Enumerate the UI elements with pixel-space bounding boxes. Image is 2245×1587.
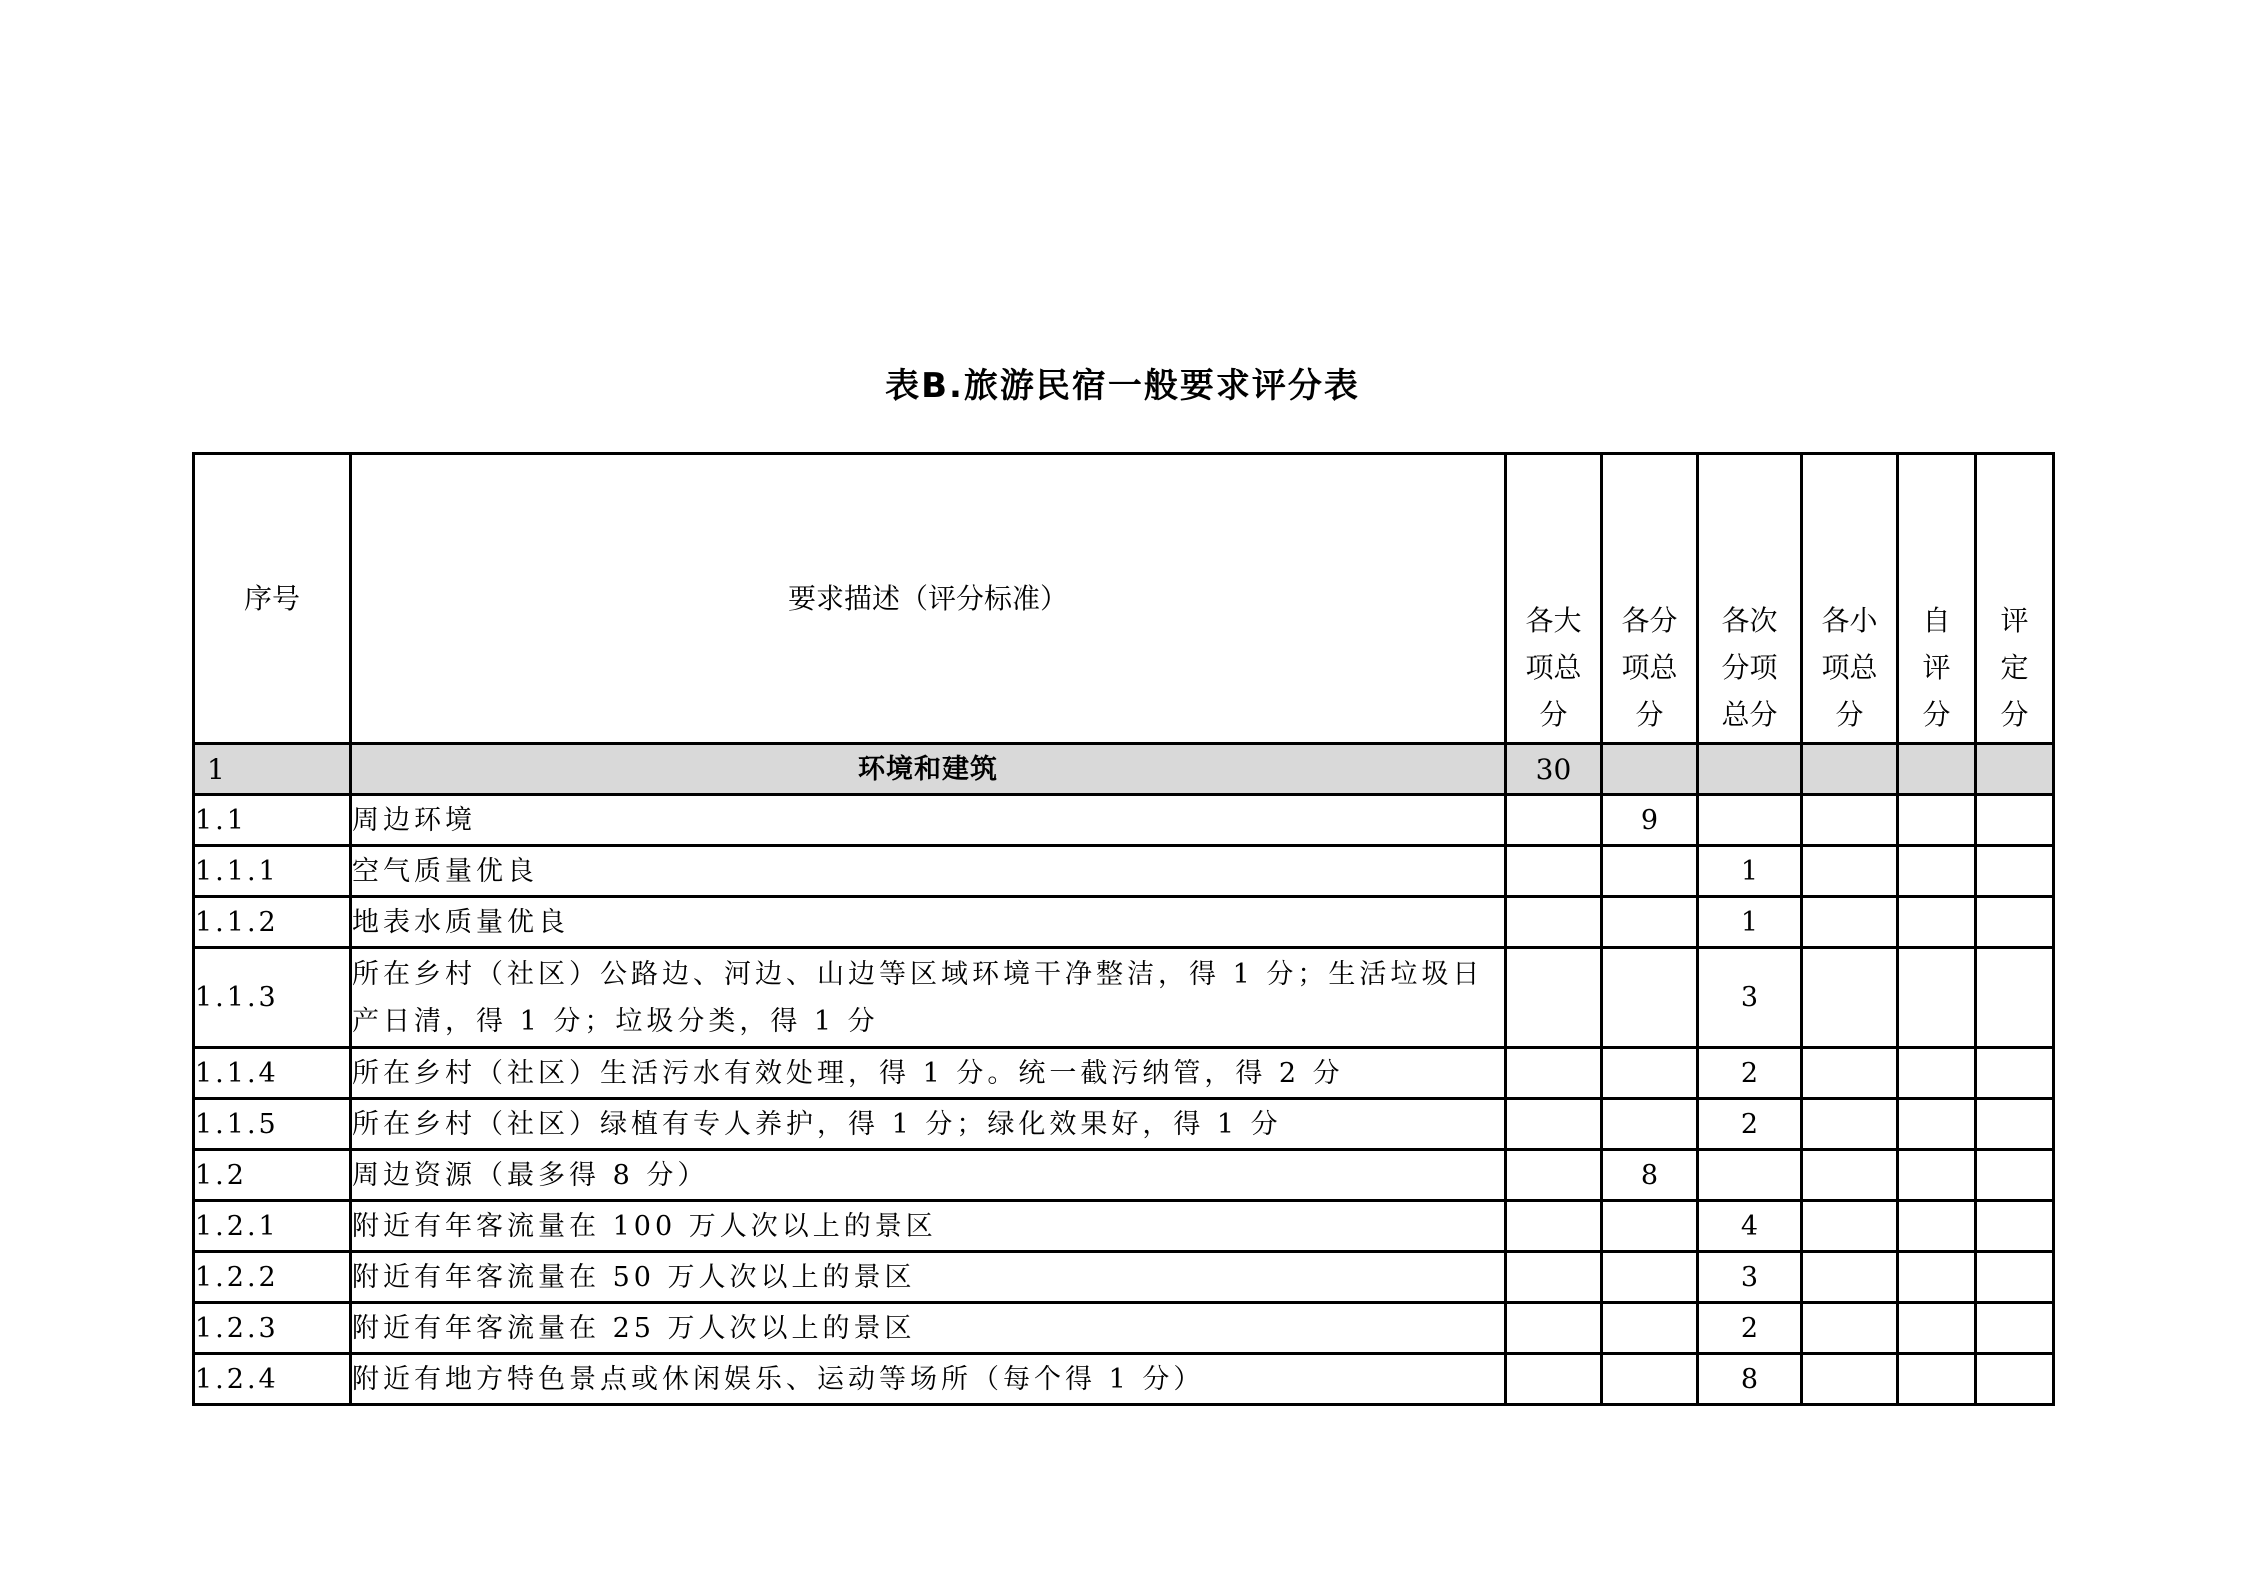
row-description: 周边资源（最多得 8 分） (351, 1150, 1506, 1201)
cell-minor-total (1802, 744, 1898, 795)
cell-final-score[interactable] (1976, 1354, 2054, 1405)
cell-minor-total (1802, 846, 1898, 897)
cell-major-total (1506, 1048, 1602, 1099)
row-description: 周边环境 (351, 795, 1506, 846)
cell-final-score[interactable] (1976, 1303, 2054, 1354)
header-minor-total-line: 项总 (1821, 651, 1878, 684)
cell-sub-total (1602, 1252, 1698, 1303)
row-description: 空气质量优良 (351, 846, 1506, 897)
cell-self-score[interactable] (1898, 1303, 1976, 1354)
row-description: 附近有年客流量在 50 万人次以上的景区 (351, 1252, 1506, 1303)
row-number: 1.1.5 (194, 1099, 351, 1150)
cell-final-score[interactable] (1976, 948, 2054, 1048)
scoring-table (192, 452, 2055, 1406)
cell-minor-total (1802, 1303, 1898, 1354)
header-final-score (1976, 454, 2054, 744)
header-major-total-line: 项总 (1525, 651, 1582, 684)
cell-self-score[interactable] (1898, 1099, 1976, 1150)
cell-second-total: 1 (1698, 846, 1802, 897)
row-number: 1.1.4 (194, 1048, 351, 1099)
table-row (194, 1303, 2054, 1354)
header-second-total-line: 分项 (1721, 651, 1778, 684)
table-row (194, 1150, 2054, 1201)
cell-second-total: 3 (1698, 948, 1802, 1048)
header-sub-total-line: 各分 (1621, 604, 1678, 637)
row-description: 所在乡村（社区）生活污水有效处理，得 1 分。统一截污纳管，得 2 分 (351, 1048, 1506, 1099)
cell-second-total: 2 (1698, 1099, 1802, 1150)
row-number: 1.2.3 (194, 1303, 351, 1354)
cell-final-score[interactable] (1976, 1048, 2054, 1099)
cell-final-score[interactable] (1976, 897, 2054, 948)
table-row (194, 897, 2054, 948)
table-row (194, 1252, 2054, 1303)
row-description: 所在乡村（社区）绿植有专人养护，得 1 分；绿化效果好，得 1 分 (351, 1099, 1506, 1150)
cell-major-total (1506, 1303, 1602, 1354)
table-header-row (194, 454, 2054, 744)
cell-minor-total (1802, 1099, 1898, 1150)
row-number: 1.1.1 (194, 846, 351, 897)
table-row (194, 795, 2054, 846)
cell-second-total (1698, 744, 1802, 795)
cell-major-total (1506, 1201, 1602, 1252)
cell-self-score[interactable] (1898, 1354, 1976, 1405)
header-description: 要求描述（评分标准） (351, 454, 1506, 744)
cell-self-score[interactable] (1898, 948, 1976, 1048)
cell-final-score[interactable] (1976, 795, 2054, 846)
table-row (194, 846, 2054, 897)
row-description: 地表水质量优良 (351, 897, 1506, 948)
cell-final-score[interactable] (1976, 1099, 2054, 1150)
row-number: 1 (194, 744, 351, 795)
cell-final-score[interactable] (1976, 1201, 2054, 1252)
row-number: 1.1 (194, 795, 351, 846)
cell-self-score[interactable] (1898, 897, 1976, 948)
cell-sub-total (1602, 744, 1698, 795)
header-self-score-line: 评 (1922, 651, 1951, 684)
cell-sub-total (1602, 1354, 1698, 1405)
header-minor-total-line: 分 (1835, 698, 1864, 731)
cell-minor-total (1802, 795, 1898, 846)
cell-final-score[interactable] (1976, 846, 2054, 897)
cell-minor-total (1802, 1048, 1898, 1099)
header-second-total-line: 各次 (1721, 604, 1778, 637)
header-final-score-line: 分 (2000, 698, 2029, 731)
row-description: 环境和建筑 (351, 744, 1506, 795)
header-major-total-line: 各大 (1525, 604, 1582, 637)
cell-minor-total (1802, 1252, 1898, 1303)
header-second-total-line: 总分 (1721, 698, 1778, 731)
cell-self-score[interactable] (1898, 795, 1976, 846)
cell-second-total (1698, 1150, 1802, 1201)
header-self-score (1898, 454, 1976, 744)
cell-major-total (1506, 1099, 1602, 1150)
row-description: 附近有年客流量在 100 万人次以上的景区 (351, 1201, 1506, 1252)
cell-self-score[interactable] (1898, 846, 1976, 897)
row-description: 所在乡村（社区）公路边、河边、山边等区域环境干净整洁，得 1 分；生活垃圾日产日清，得 1 分；垃圾分类，得 1 分 (351, 948, 1506, 1048)
cell-major-total (1506, 1252, 1602, 1303)
cell-major-total (1506, 897, 1602, 948)
table-row (194, 1354, 2054, 1405)
header-minor-total-line: 各小 (1821, 604, 1878, 637)
cell-sub-total: 9 (1602, 795, 1698, 846)
header-sub-total (1602, 454, 1698, 744)
cell-second-total (1698, 795, 1802, 846)
row-number: 1.2 (194, 1150, 351, 1201)
cell-sub-total (1602, 1303, 1698, 1354)
cell-sub-total (1602, 1201, 1698, 1252)
cell-sub-total (1602, 846, 1698, 897)
header-major-total (1506, 454, 1602, 744)
cell-sub-total: 8 (1602, 1150, 1698, 1201)
cell-second-total: 8 (1698, 1354, 1802, 1405)
cell-major-total (1506, 1354, 1602, 1405)
cell-second-total: 1 (1698, 897, 1802, 948)
header-minor-total (1802, 454, 1898, 744)
header-final-score-line: 定 (2000, 651, 2029, 684)
cell-second-total: 4 (1698, 1201, 1802, 1252)
header-sub-total-line: 项总 (1621, 651, 1678, 684)
header-second-total (1698, 454, 1802, 744)
cell-sub-total (1602, 1048, 1698, 1099)
cell-major-total (1506, 846, 1602, 897)
section-row (194, 744, 2054, 795)
cell-major-total (1506, 795, 1602, 846)
header-final-score-line: 评 (2000, 604, 2029, 637)
cell-second-total: 2 (1698, 1303, 1802, 1354)
cell-minor-total (1802, 1354, 1898, 1405)
cell-self-score[interactable] (1898, 1048, 1976, 1099)
table-row (194, 948, 2054, 1048)
cell-major-total: 30 (1506, 744, 1602, 795)
cell-major-total (1506, 1150, 1602, 1201)
row-number: 1.1.3 (194, 948, 351, 1048)
row-number: 1.1.2 (194, 897, 351, 948)
row-number: 1.2.4 (194, 1354, 351, 1405)
row-number: 1.2.1 (194, 1201, 351, 1252)
cell-final-score[interactable] (1976, 744, 2054, 795)
cell-self-score[interactable] (1898, 744, 1976, 795)
cell-minor-total (1802, 1150, 1898, 1201)
cell-sub-total (1602, 1099, 1698, 1150)
cell-second-total: 3 (1698, 1252, 1802, 1303)
cell-minor-total (1802, 897, 1898, 948)
cell-self-score[interactable] (1898, 1252, 1976, 1303)
row-description: 附近有地方特色景点或休闲娱乐、运动等场所（每个得 1 分） (351, 1354, 1506, 1405)
cell-sub-total (1602, 897, 1698, 948)
cell-final-score[interactable] (1976, 1252, 2054, 1303)
cell-self-score[interactable] (1898, 1150, 1976, 1201)
header-sub-total-line: 分 (1635, 698, 1664, 731)
cell-second-total: 2 (1698, 1048, 1802, 1099)
table-row (194, 1099, 2054, 1150)
header-self-score-line: 分 (1922, 698, 1951, 731)
cell-final-score[interactable] (1976, 1150, 2054, 1201)
cell-minor-total (1802, 948, 1898, 1048)
page-title: 表B.旅游民宿一般要求评分表 (885, 366, 1360, 406)
row-number: 1.2.2 (194, 1252, 351, 1303)
header-no: 序号 (194, 454, 351, 744)
cell-minor-total (1802, 1201, 1898, 1252)
header-major-total-line: 分 (1539, 698, 1568, 731)
cell-sub-total (1602, 948, 1698, 1048)
header-self-score-line: 自 (1922, 604, 1951, 637)
cell-major-total (1506, 948, 1602, 1048)
table-row (194, 1048, 2054, 1099)
row-description: 附近有年客流量在 25 万人次以上的景区 (351, 1303, 1506, 1354)
cell-self-score[interactable] (1898, 1201, 1976, 1252)
table-row (194, 1201, 2054, 1252)
